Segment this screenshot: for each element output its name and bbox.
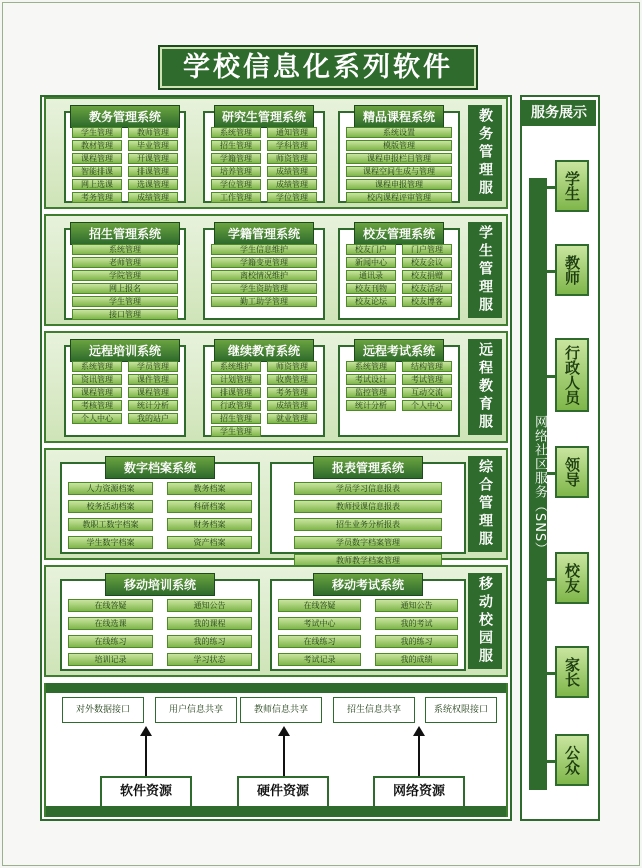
system-item[interactable]: 招生管理: [211, 413, 261, 424]
system-item[interactable]: 在线练习: [278, 635, 361, 648]
system-item[interactable]: 老师管理: [72, 257, 178, 268]
system-item[interactable]: 学生管理: [72, 127, 122, 138]
system-item-list: [211, 361, 317, 436]
role-public[interactable]: 公众: [555, 734, 589, 786]
system-item[interactable]: 系统管理: [72, 244, 178, 255]
system-item[interactable]: 考试中心: [278, 617, 361, 630]
system-item-list: [72, 361, 178, 431]
system-item[interactable]: 新闻中心: [346, 257, 396, 268]
system-item[interactable]: 我的课程: [167, 617, 252, 630]
system-title[interactable]: 招生管理系统: [70, 222, 180, 245]
share-teacher-info[interactable]: 教师信息共享: [240, 697, 322, 723]
system-item-list: [278, 599, 458, 665]
system-item[interactable]: 学习状态: [167, 653, 252, 666]
system-item[interactable]: 在线答疑: [278, 599, 361, 612]
role-teacher[interactable]: 教师: [555, 244, 589, 296]
service-display-title: 服务展示: [522, 100, 596, 126]
system-title[interactable]: 继续教育系统: [214, 339, 314, 362]
page-title: 学校信息化系列软件: [158, 45, 478, 90]
system-item[interactable]: 课程空间生成与管理: [346, 166, 452, 177]
system-item[interactable]: 勤工助学管理: [211, 296, 317, 307]
system-item[interactable]: 教务档案: [167, 482, 252, 495]
system-item-list: [72, 127, 178, 202]
system-item[interactable]: 校友博客: [402, 296, 452, 307]
system-title[interactable]: 移动考试系统: [313, 573, 423, 596]
system-item-list: [211, 244, 317, 314]
system-box: [270, 461, 466, 565]
system-item[interactable]: 在线答疑: [68, 599, 153, 612]
system-item[interactable]: 个人中心: [72, 413, 122, 424]
system-box: [338, 228, 460, 320]
system-item[interactable]: 教师授课信息报表: [294, 500, 442, 513]
system-item[interactable]: 考务管理: [72, 192, 122, 203]
system-item[interactable]: 课程管理: [128, 387, 178, 398]
system-item[interactable]: 课程申报栏目管理: [346, 153, 452, 164]
band-label: 移动校园服: [468, 573, 502, 669]
system-item[interactable]: 系统维护: [211, 361, 261, 372]
system-box: [270, 579, 466, 671]
system-item[interactable]: 监控管理: [346, 387, 396, 398]
system-title[interactable]: 学籍管理系统: [214, 222, 314, 245]
system-item[interactable]: 工作管理: [211, 192, 261, 203]
system-item[interactable]: 课程管理: [72, 153, 122, 164]
role-leader[interactable]: 领导: [555, 446, 589, 498]
system-box: [338, 111, 460, 203]
system-box: [203, 228, 325, 320]
system-item[interactable]: 结构管理: [402, 361, 452, 372]
sns-label: 网络社区服务（SNS）: [532, 415, 547, 557]
system-item[interactable]: 学员学习信息报表: [294, 482, 442, 495]
system-item-list: [68, 482, 252, 548]
system-item[interactable]: 在线练习: [68, 635, 153, 648]
system-item[interactable]: 校友会议: [402, 257, 452, 268]
band-label: 远程教育服: [468, 339, 502, 435]
system-item[interactable]: 开课管理: [128, 153, 178, 164]
system-item[interactable]: 考试管理: [402, 374, 452, 385]
system-item[interactable]: 学生管理: [72, 296, 178, 307]
system-item[interactable]: 我的练习: [167, 635, 252, 648]
system-item[interactable]: 师资管理: [267, 153, 317, 164]
system-item[interactable]: 通知管理: [267, 127, 317, 138]
system-item[interactable]: 学生数字档案: [68, 536, 153, 549]
system-item-list: [346, 244, 452, 314]
system-item[interactable]: 成绩管理: [267, 179, 317, 190]
system-item[interactable]: 校内课程评审管理: [346, 192, 452, 203]
system-item[interactable]: 系统管理: [72, 361, 122, 372]
system-item[interactable]: 教师教学档案管理: [294, 554, 442, 567]
system-title[interactable]: 精品课程系统: [354, 105, 444, 128]
system-item[interactable]: 成绩管理: [267, 400, 317, 411]
system-item[interactable]: 成绩管理: [267, 166, 317, 177]
system-item[interactable]: 学位管理: [211, 179, 261, 190]
system-item[interactable]: 统计分析: [346, 400, 396, 411]
service-band: [44, 448, 508, 565]
system-title[interactable]: 远程考试系统: [354, 339, 444, 362]
system-item-list: [346, 127, 452, 202]
system-item[interactable]: 行政管理: [211, 400, 261, 411]
system-box: [64, 111, 186, 203]
role-student[interactable]: 学生: [555, 160, 589, 212]
arrowhead-software: [140, 726, 152, 736]
service-band: [44, 565, 508, 677]
system-item[interactable]: 我的成绩: [375, 653, 458, 666]
system-item[interactable]: 计划管理: [211, 374, 261, 385]
arrowhead-network: [413, 726, 425, 736]
system-box: [60, 462, 260, 554]
system-item[interactable]: 学籍变更管理: [211, 257, 317, 268]
system-title[interactable]: 数字档案系统: [105, 456, 215, 479]
system-item[interactable]: 校友刊物: [346, 283, 396, 294]
system-item[interactable]: 考试设计: [346, 374, 396, 385]
service-band: [44, 214, 508, 326]
system-item[interactable]: 互动交流: [402, 387, 452, 398]
system-item[interactable]: 成绩管理: [128, 192, 178, 203]
role-alumni[interactable]: 校友: [555, 552, 589, 604]
system-item[interactable]: 在线选课: [68, 617, 153, 630]
system-item[interactable]: 学生资助管理: [211, 283, 317, 294]
system-item[interactable]: 人力资源档案: [68, 482, 153, 495]
share-admission-info[interactable]: 招生信息共享: [333, 697, 415, 723]
system-item[interactable]: 网上报名: [72, 283, 178, 294]
system-item[interactable]: 校友门户: [346, 244, 396, 255]
system-item[interactable]: 智能排课: [72, 166, 122, 177]
system-item[interactable]: 资讯管理: [72, 374, 122, 385]
system-item[interactable]: 排课管理: [211, 387, 261, 398]
system-item[interactable]: 学籍管理: [211, 153, 261, 164]
band-label: 教务管理服: [468, 105, 502, 201]
system-item[interactable]: 收费管理: [267, 374, 317, 385]
role-admin-staff[interactable]: 行政人员: [555, 338, 589, 412]
system-item[interactable]: 系统管理: [346, 361, 396, 372]
system-item[interactable]: 我的考试: [375, 617, 458, 630]
arrow-hardware: [283, 735, 285, 777]
system-box: [338, 345, 460, 437]
system-item[interactable]: 学员数字档案管理: [294, 536, 442, 549]
system-item[interactable]: 网上选课: [72, 179, 122, 190]
system-item[interactable]: 资产档案: [167, 536, 252, 549]
network-resources[interactable]: 网络资源: [373, 776, 465, 808]
system-box: [64, 228, 186, 320]
system-item[interactable]: 门户管理: [402, 244, 452, 255]
system-item[interactable]: 课程管理: [72, 387, 122, 398]
arrowhead-hardware: [278, 726, 290, 736]
system-item[interactable]: 我的练习: [375, 635, 458, 648]
hardware-resources[interactable]: 硬件资源: [237, 776, 329, 808]
system-item[interactable]: 招生业务分析报表: [294, 518, 442, 531]
system-item[interactable]: 财务档案: [167, 518, 252, 531]
system-item-list: [211, 127, 317, 202]
system-item[interactable]: 师资管理: [267, 361, 317, 372]
system-box: [64, 345, 186, 437]
system-title[interactable]: 研究生管理系统: [214, 105, 314, 128]
system-item-list: [346, 361, 452, 431]
system-item[interactable]: 学生信息维护: [211, 244, 317, 255]
system-item[interactable]: 通讯录: [346, 270, 396, 281]
system-item[interactable]: 校务活动档案: [68, 500, 153, 513]
resource-layer-bar-top: [46, 683, 506, 693]
service-band: [44, 97, 508, 209]
system-item[interactable]: 学生管理: [211, 426, 261, 437]
arrow-network: [418, 735, 420, 777]
role-parent[interactable]: 家长: [555, 646, 589, 698]
system-box: [203, 345, 325, 437]
share-permission-interface[interactable]: 系统权限接口: [425, 697, 497, 723]
system-item[interactable]: 系统设置: [346, 127, 452, 138]
system-title[interactable]: 教务管理系统: [70, 105, 180, 128]
system-item[interactable]: 招生管理: [211, 140, 261, 151]
system-item[interactable]: 学科管理: [267, 140, 317, 151]
system-box: [60, 579, 260, 671]
system-item[interactable]: 教师管理: [128, 127, 178, 138]
system-item[interactable]: 校友捐赠: [402, 270, 452, 281]
system-item[interactable]: 接口管理: [72, 309, 178, 320]
system-item[interactable]: 学院管理: [72, 270, 178, 281]
system-item[interactable]: 毕业管理: [128, 140, 178, 151]
system-item[interactable]: 校友活动: [402, 283, 452, 294]
system-item[interactable]: 模版管理: [346, 140, 452, 151]
system-item[interactable]: 培养管理: [211, 166, 261, 177]
system-item[interactable]: 离校情况维护: [211, 270, 317, 281]
system-item[interactable]: 通知公告: [375, 599, 458, 612]
system-item[interactable]: 校友论坛: [346, 296, 396, 307]
system-item[interactable]: 课程申报管理: [346, 179, 452, 190]
system-item-list: [294, 482, 442, 565]
system-item[interactable]: 选课管理: [128, 179, 178, 190]
system-title[interactable]: 校友管理系统: [354, 222, 444, 245]
system-title[interactable]: 移动培训系统: [105, 573, 215, 596]
system-box: [203, 111, 325, 203]
system-title[interactable]: 报表管理系统: [313, 456, 423, 479]
system-item[interactable]: 个人中心: [402, 400, 452, 411]
service-band: [44, 331, 508, 443]
band-label: 学生管理服: [468, 222, 502, 318]
system-item[interactable]: 考核管理: [72, 400, 122, 411]
system-item-list: [72, 244, 178, 319]
system-item-list: [68, 599, 252, 665]
system-item[interactable]: 考务管理: [267, 387, 317, 398]
system-item[interactable]: 科研档案: [167, 500, 252, 513]
share-user-info[interactable]: 用户信息共享: [155, 697, 237, 723]
system-item[interactable]: 学员管理: [128, 361, 178, 372]
arrow-software: [145, 735, 147, 777]
system-item[interactable]: 学位管理: [267, 192, 317, 203]
system-title[interactable]: 远程培训系统: [70, 339, 180, 362]
band-label: 综合管理服: [468, 456, 502, 552]
system-item[interactable]: 教材管理: [72, 140, 122, 151]
system-item[interactable]: 系统管理: [211, 127, 261, 138]
system-item[interactable]: 考试记录: [278, 653, 361, 666]
system-item[interactable]: 培训记录: [68, 653, 153, 666]
software-resources[interactable]: 软件资源: [100, 776, 192, 808]
share-external-data-interface[interactable]: 对外数据接口: [62, 697, 144, 723]
system-item[interactable]: 课件管理: [128, 374, 178, 385]
system-item[interactable]: 通知公告: [167, 599, 252, 612]
system-item[interactable]: 就业管理: [267, 413, 317, 424]
system-item[interactable]: 排课管理: [128, 166, 178, 177]
system-item[interactable]: 我的站户: [128, 413, 178, 424]
system-item[interactable]: 教职工数字档案: [68, 518, 153, 531]
system-item[interactable]: 统计分析: [128, 400, 178, 411]
